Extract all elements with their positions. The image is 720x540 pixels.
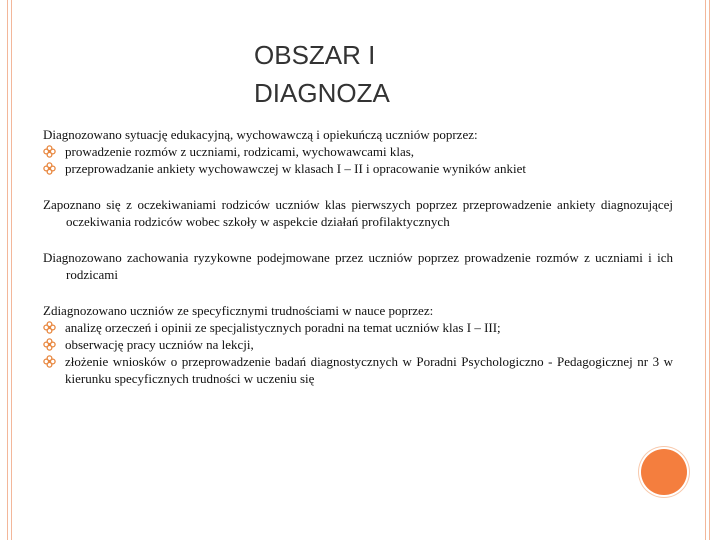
list-item — [43, 160, 673, 177]
section1-intro: Diagnozowano sytuację edukacyjną, wychowawczą i opiekuńczą uczniów poprzez: — [43, 127, 478, 142]
right-frame-line-inner — [705, 0, 706, 540]
paragraph-risk-behaviors: Diagnozowano zachowania ryzykowne podejmowane przez uczniów poprzez prowadzenie rozmów z uczniami i ich rodzicami — [43, 250, 673, 282]
list-item-text: przeprowadzanie ankiety wychowawczej w klasach I – II i opracowanie wyników ankiet — [65, 161, 526, 176]
flower-bullet-icon — [43, 321, 56, 334]
spacer — [43, 177, 673, 196]
section4-intro: Zdiagnozowano uczniów ze specyficznymi trudnościami w nauce poprzez: — [43, 303, 434, 318]
flower-bullet-icon — [43, 355, 56, 368]
list-item — [43, 143, 673, 160]
paragraph-expectations: Zapoznano się z oczekiwaniami rodziców uczniów klas pierwszych poprzez przeprowadzenie ankiety diagnozującej oczekiwania rodziców wobec szkoły w aspekcie działań profilaktycznych — [43, 197, 673, 229]
orange-circle-decoration — [641, 449, 687, 495]
spacer — [43, 283, 673, 302]
left-frame-line-inner — [11, 0, 12, 540]
flower-bullet-icon — [43, 338, 56, 351]
right-frame-line-outer — [709, 0, 710, 540]
spacer — [43, 230, 673, 249]
list-item-text: prowadzenie rozmów z uczniami, rodzicami, wychowawcami klas, — [65, 144, 415, 159]
list-item-text: analizę orzeczeń i opinii ze specjalistycznych poradni na temat uczniów klas I – III; — [65, 320, 501, 335]
flower-bullet-icon — [43, 162, 56, 175]
list-item — [43, 319, 673, 336]
flower-bullet-icon — [43, 145, 56, 158]
list-item — [43, 336, 673, 353]
title-line-2: DIAGNOZA — [254, 78, 390, 108]
slide-title — [254, 36, 390, 112]
slide-body — [43, 126, 673, 387]
title-line-1: OBSZAR I — [254, 40, 376, 70]
list-item-text: złożenie wniosków o przeprowadzenie badań diagnostycznych w Poradni Psychologiczno - Pedagogicznej nr 3 w kierunku specyficznych trudności w uczeniu się — [65, 354, 673, 386]
list-item-text: obserwację pracy uczniów na lekcji, — [65, 337, 254, 352]
left-frame-line-outer — [7, 0, 8, 540]
list-item — [43, 353, 673, 387]
